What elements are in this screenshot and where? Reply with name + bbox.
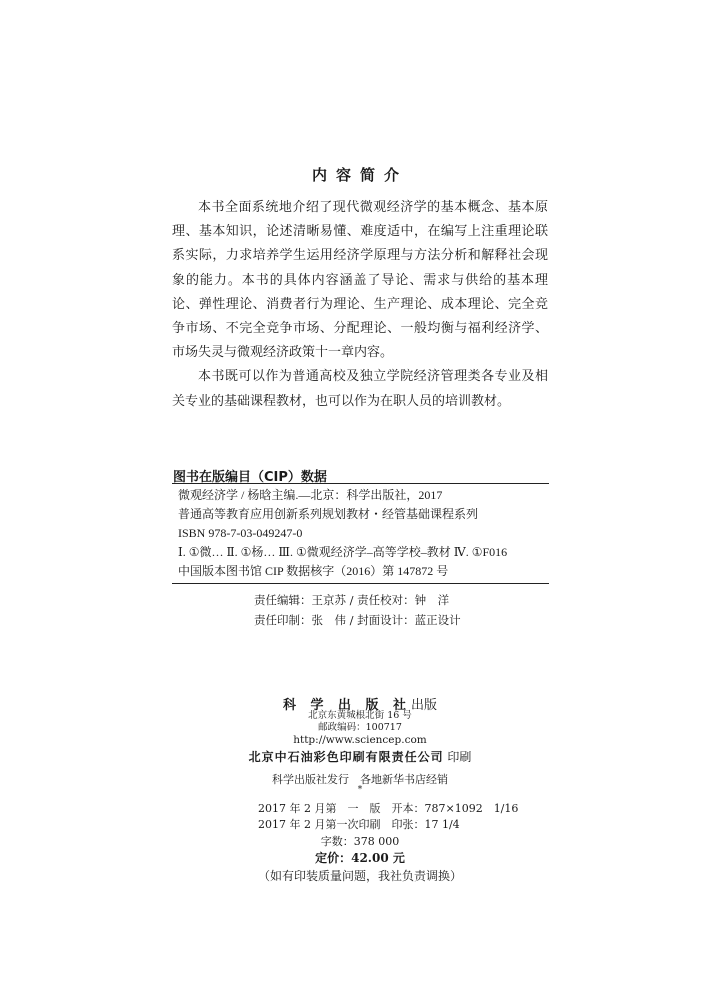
cip-data-block [178, 486, 548, 581]
publisher-name-suffix: 出版 [411, 698, 438, 713]
quality-note: （如有印装质量问题，我社负责调换） [257, 869, 462, 883]
cip-line-title: 微观经济学 / 杨晗主编.—北京：科学出版社，2017 [178, 488, 443, 502]
publisher-address: 北京东黄城根北街 16 号 [308, 710, 412, 721]
price: 定价：42.00 元 [315, 851, 405, 865]
cip-line-record: 中国版本图书馆 CIP 数据核字（2016）第 147872 号 [178, 564, 449, 578]
printer-name-text: 北京中石油彩色印刷有限责任公司 [248, 750, 444, 764]
cip-line-series: 普通高等教育应用创新系列规划教材・经管基础课程系列 [178, 507, 479, 521]
summary-title: 内容简介 [311, 166, 408, 184]
publisher-postcode: 邮政编码：100717 [318, 722, 402, 733]
summary-paragraph: 本书全面系统地介绍了现代微观经济学的基本概念、基本原理、基本知识，论述清晰易懂、难度适中，在编写上注重理论联系实际，力求培养学生运用经济学原理与方法分析和解释社会现象的能力。本书的具体内容涵盖了导论、需求与供给的基本理论、弹性理论、消费者行为理论、生产理论、成本理论、完全竞争市场、不完全竞争市场、分配理论、一般均衡与福利经济学、市场失灵与微观经济政策十一章内容。 [172, 200, 548, 361]
distribution-line: 科学出版社发行 各地新华书店经销 [272, 773, 448, 786]
editor-line: 责任印制：张 伟 / 封面设计：蓝正设计 [254, 613, 461, 627]
summary-body [172, 196, 548, 414]
editor-line: 责任编辑：王京苏 / 责任校对：钟 洋 [254, 593, 450, 607]
print-line: 2017 年 2 月第一次印刷 印张：17 1/4 [258, 818, 460, 831]
editors-block [254, 590, 461, 630]
word-count: 字数：378 000 [320, 835, 400, 848]
cip-bottom-rule [172, 583, 549, 584]
edition-line: 2017 年 2 月第 一 版 开本：787×1092 1/16 [258, 802, 519, 815]
publisher-name-text: 科 学 出 版 社 [282, 698, 412, 713]
summary-paragraph: 本书既可以作为普通高校及独立学院经济管理类各专业及相关专业的基础课程教材，也可以作为在职人员的培训教材。 [172, 369, 548, 409]
publisher-url: http://www.sciencep.com [293, 734, 427, 746]
cip-top-rule [172, 483, 549, 484]
separator-star: * [357, 785, 363, 795]
edition-info [258, 801, 518, 833]
cip-line-isbn: ISBN 978-7-03-049247-0 [178, 526, 303, 540]
printer-name [0, 748, 720, 765]
printer-name-suffix: 印刷 [443, 750, 472, 764]
cip-line-classification: Ⅰ. ①微… Ⅱ. ①杨… Ⅲ. ①微观经济学–高等学校–教材 Ⅳ. ①F016 [178, 545, 508, 559]
cip-heading: 图书在版编目（CIP）数据 [173, 470, 327, 485]
